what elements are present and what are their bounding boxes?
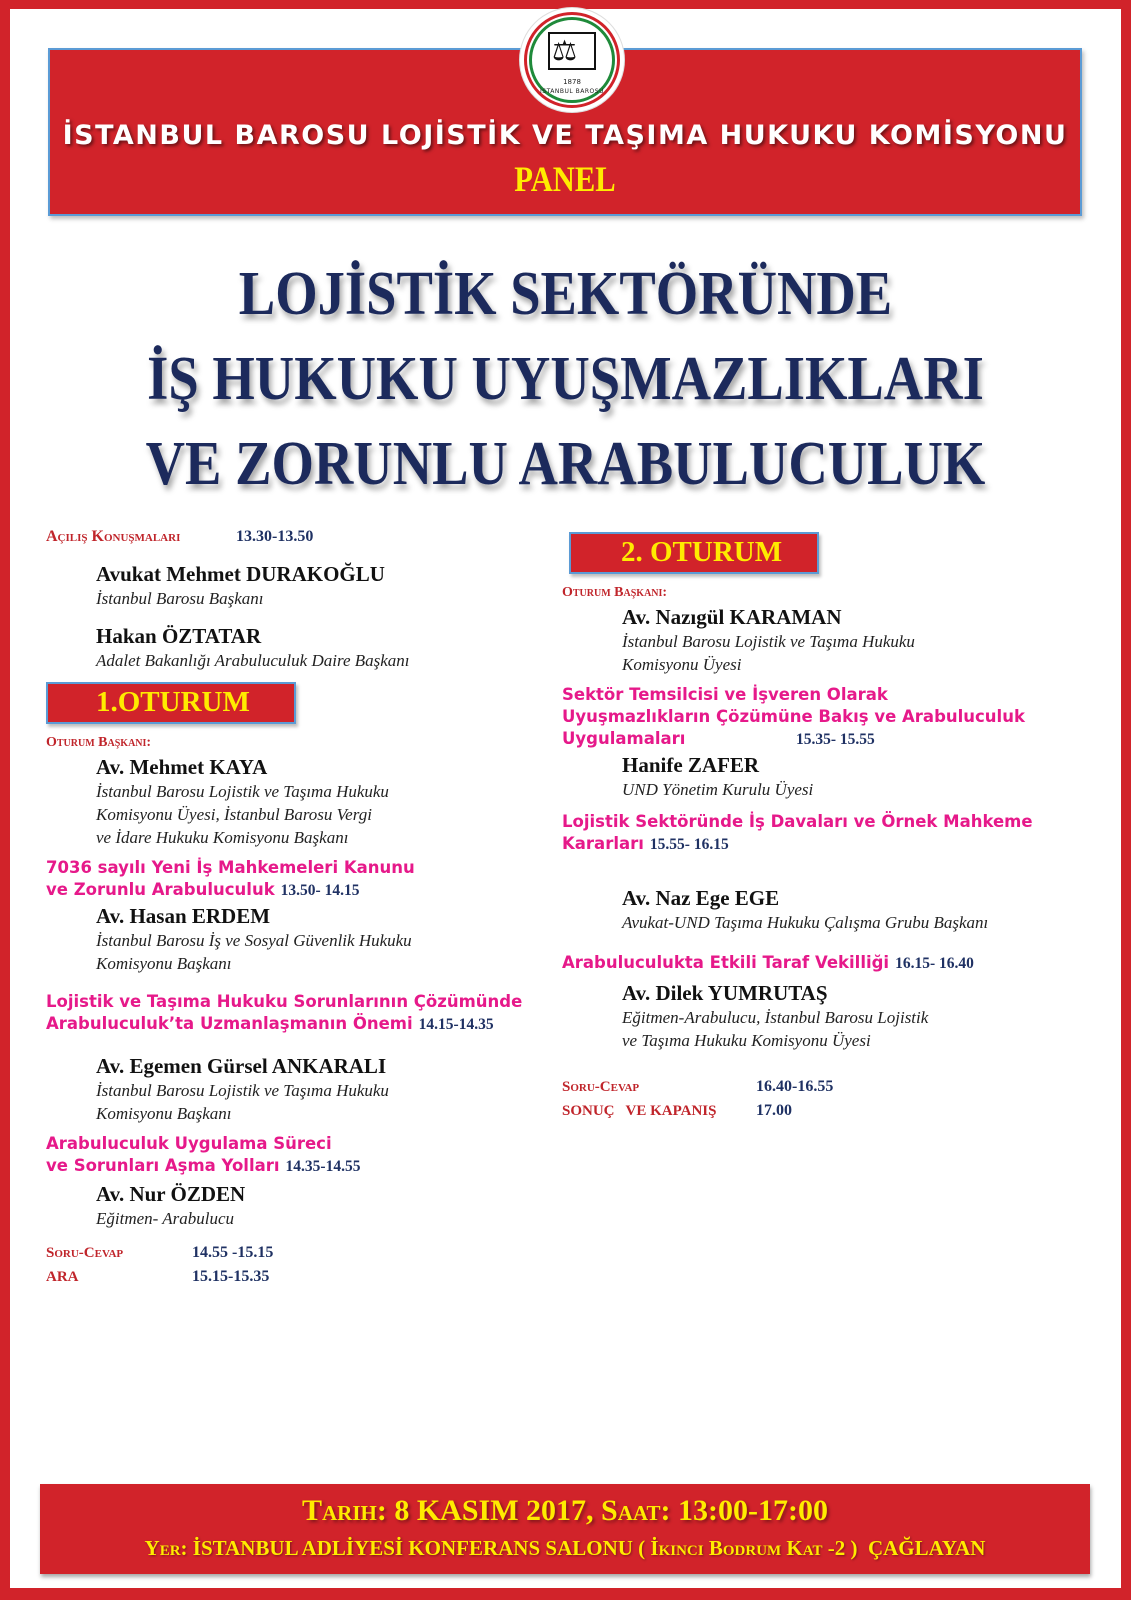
- talk-5-speaker: [570, 886, 1090, 934]
- qa-time: 14.55 -15.15: [192, 1244, 274, 1261]
- venue-line: [40, 1536, 1090, 1561]
- talk-3-speaker: [46, 1182, 556, 1230]
- talk-1-speaker: [46, 904, 556, 975]
- opening-time: 13.30-13.50: [236, 528, 314, 545]
- session-1-qa-row: [46, 1244, 556, 1262]
- speaker-role: İstanbul Barosu Lojistik ve Taşıma Hukuku: [622, 632, 915, 651]
- speaker-name: Av. Hasan ERDEM: [96, 904, 271, 928]
- speaker-opening-2: [46, 624, 556, 672]
- speaker-name: Av. Egemen Gürsel ANKARALI: [96, 1054, 387, 1078]
- topic-line: Kararları: [562, 834, 644, 853]
- venue-floor: İkinci Bodrum Kat -2: [650, 1536, 846, 1560]
- qa-time: 16.40-16.55: [756, 1078, 834, 1095]
- speaker-role: Eğitmen- Arabulucu: [96, 1209, 235, 1228]
- time-label: Saat:: [601, 1494, 671, 1527]
- date-label: Tarih:: [302, 1494, 387, 1527]
- session-1-chair: [46, 755, 556, 849]
- speaker-opening-1: [46, 562, 556, 610]
- speaker-role: Komisyonu Üyesi, İstanbul Barosu Vergi: [96, 805, 372, 824]
- session-2-qa-row: [562, 1078, 1090, 1096]
- session-2-banner: [569, 532, 819, 574]
- talk-1-topic: [46, 857, 556, 902]
- talk-6-topic: [562, 952, 1090, 975]
- session-1-banner: [46, 682, 296, 724]
- venue-district: ) ÇAĞLAYAN: [850, 1536, 986, 1560]
- topic-line: Lojistik ve Taşıma Hukuku Sorunlarının Çözümünde: [46, 992, 523, 1011]
- speaker-role: Avukat-UND Taşıma Hukuku Çalışma Grubu Başkanı: [622, 913, 989, 932]
- talk-2-topic: [46, 991, 556, 1036]
- speaker-name: Av. Nazıgül KARAMAN: [622, 605, 842, 629]
- talk-time: 16.15- 16.40: [895, 955, 974, 972]
- title-line-1: LOJİSTİK SEKTÖRÜNDE: [238, 260, 893, 328]
- event-type: PANEL: [514, 159, 616, 199]
- topic-line: 7036 sayılı Yeni İş Mahkemeleri Kanunu: [46, 858, 415, 877]
- speaker-role: İstanbul Barosu İş ve Sosyal Güvenlik Hukuku: [96, 931, 412, 950]
- talk-5-topic: [562, 811, 1090, 856]
- speaker-name: Av. Naz Ege EGE: [622, 886, 780, 910]
- event-date: 8 KASIM 2017,: [394, 1494, 594, 1527]
- speaker-role: Komisyonu Üyesi: [622, 655, 742, 674]
- talk-time: 15.35- 15.55: [796, 731, 875, 748]
- topic-line: ve Sorunları Aşma Yolları: [46, 1156, 280, 1175]
- break-row: [46, 1268, 556, 1286]
- closing-label: SONUÇ VE KAPANIŞ: [562, 1103, 717, 1119]
- speaker-role: Adalet Bakanlığı Arabuluculuk Daire Başkanı: [96, 651, 410, 670]
- speaker-role: İstanbul Barosu Lojistik ve Taşıma Hukuku: [96, 782, 389, 801]
- session-1-chair-label: Oturum Başkanı:: [46, 735, 152, 750]
- closing-time: 17.00: [756, 1102, 792, 1119]
- session-2-title: 2. OTURUM: [621, 536, 783, 568]
- topic-line: Arabuluculukta Etkili Taraf Vekilliği: [562, 953, 890, 972]
- topic-line: Arabuluculuk’ta Uzmanlaşmanın Önemi: [46, 1014, 413, 1033]
- break-label: ARA: [46, 1269, 79, 1285]
- talk-2-speaker: [46, 1054, 556, 1125]
- topic-line: Uygulamaları: [562, 729, 686, 748]
- event-time: 13:00-17:00: [678, 1494, 828, 1527]
- opening-row: [46, 528, 556, 546]
- left-column: [46, 528, 556, 1286]
- qa-label: Soru-Cevap: [46, 1245, 124, 1261]
- talk-time: 15.55- 16.15: [649, 836, 729, 853]
- break-time: 15.15-15.35: [192, 1268, 270, 1285]
- bar-association-logo: [520, 8, 624, 112]
- topic-line: ve Zorunlu Arabuluculuk: [46, 880, 275, 899]
- talk-time: 14.35-14.55: [285, 1158, 361, 1175]
- speaker-role: İstanbul Barosu Başkanı: [96, 589, 264, 608]
- closing-row: [562, 1102, 1090, 1120]
- topic-line: Sektör Temsilcisi ve İşveren Olarak: [562, 685, 888, 704]
- speaker-name: Av. Mehmet KAYA: [96, 755, 268, 779]
- talk-4-speaker: [570, 753, 1090, 801]
- session-2-chair-label: Oturum Başkanı:: [562, 585, 668, 600]
- venue-name: İSTANBUL ADLİYESİ KONFERANS SALONU (: [192, 1536, 646, 1560]
- topic-line: Arabuluculuk Uygulama Süreci: [46, 1134, 332, 1153]
- talk-time: 13.50- 14.15: [280, 882, 360, 899]
- speaker-role: ve Taşıma Hukuku Komisyonu Üyesi: [622, 1031, 871, 1050]
- speaker-name: Hanife ZAFER: [622, 753, 760, 777]
- speaker-name: Hakan ÖZTATAR: [96, 624, 262, 648]
- speaker-role: İstanbul Barosu Lojistik ve Taşıma Hukuku: [96, 1081, 389, 1100]
- opening-label: Açılış Konuşmaları: [46, 528, 181, 545]
- speaker-name: Av. Dilek YUMRUTAŞ: [622, 981, 828, 1005]
- speaker-role: Eğitmen-Arabulucu, İstanbul Barosu Lojistik: [622, 1008, 929, 1027]
- talk-4-topic: [562, 684, 1090, 751]
- committee-name: İSTANBUL BAROSU LOJİSTİK VE TAŞIMA HUKUKU KOMİSYONU: [62, 120, 1068, 151]
- talk-time: 14.15-14.35: [418, 1016, 494, 1033]
- speaker-role: ve İdare Hukuku Komisyonu Başkanı: [96, 828, 349, 847]
- topic-line: Lojistik Sektöründe İş Davaları ve Örnek Mahkeme: [562, 812, 1033, 831]
- footer-banner: [40, 1484, 1090, 1574]
- venue-label: Yer:: [144, 1536, 188, 1560]
- speaker-role: UND Yönetim Kurulu Üyesi: [622, 780, 814, 799]
- session-2-chair: [570, 605, 1090, 676]
- speaker-role: Komisyonu Başkanı: [96, 954, 232, 973]
- topic-line: Uyuşmazlıkların Çözümüne Bakış ve Arabuluculuk: [562, 707, 1025, 726]
- speaker-role: Komisyonu Başkanı: [96, 1104, 232, 1123]
- date-time-line: [40, 1494, 1090, 1528]
- right-column: [562, 528, 1090, 1120]
- title-line-2: İŞ HUKUKU UYUŞMAZLIKLARI: [147, 345, 984, 413]
- speaker-name: Avukat Mehmet DURAKOĞLU: [96, 562, 385, 586]
- session-1-title: 1.OTURUM: [96, 686, 250, 718]
- talk-6-speaker: [570, 981, 1090, 1052]
- qa-label: Soru-Cevap: [562, 1079, 640, 1095]
- scales-of-justice-icon: ⚖: [552, 34, 578, 67]
- logo-name: İSTANBUL BAROSU: [540, 88, 604, 95]
- speaker-name: Av. Nur ÖZDEN: [96, 1182, 246, 1206]
- title-line-3: VE ZORUNLU ARABULUCULUK: [145, 430, 986, 498]
- talk-3-topic: [46, 1133, 556, 1178]
- logo-year: 1878: [563, 78, 581, 86]
- event-title: [0, 252, 1131, 507]
